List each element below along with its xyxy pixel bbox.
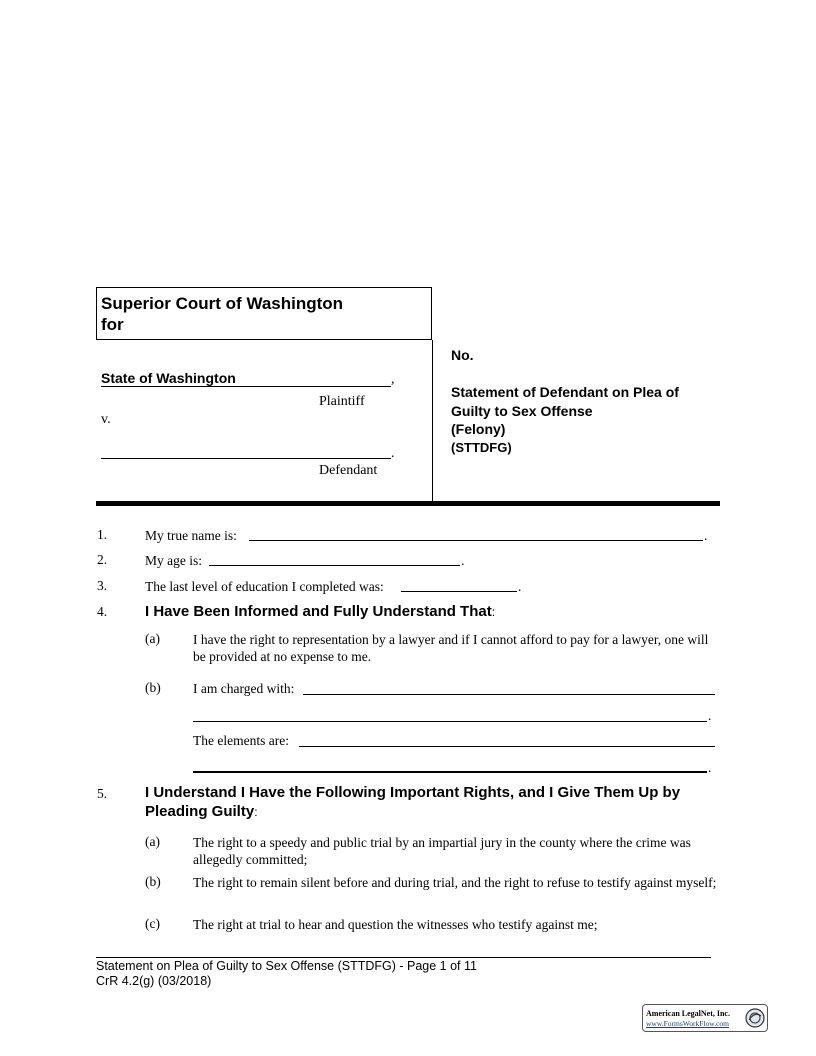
heading-colon: : (254, 805, 258, 819)
court-title (101, 293, 343, 335)
sub-item-label: (a) (145, 631, 160, 646)
true-name-label: My true name is: (145, 528, 237, 543)
charged-with-field-line2[interactable] (193, 708, 707, 722)
plaintiff-comma: , (391, 372, 395, 387)
sub-item-label: (b) (145, 680, 161, 695)
period: . (708, 760, 712, 775)
document-title-line1: Statement of Defendant on Plea of (451, 384, 679, 400)
case-number-label: No. (451, 347, 474, 363)
item-number: 1. (97, 527, 108, 542)
sub-item-label: (a) (145, 834, 160, 849)
heading-text: I Understand I Have the Following Important Rights, and I Give Them Up by Pleading Guilty (145, 784, 681, 820)
court-for-line: for (101, 315, 124, 334)
item-number: 5. (97, 786, 108, 801)
defendant-label: Defendant (319, 463, 378, 478)
elements-field[interactable] (299, 733, 715, 747)
item-number: 3. (97, 578, 108, 593)
footer-rule-citation: CrR 4.2(g) (03/2018) (96, 974, 212, 988)
age-label: My age is: (145, 553, 202, 568)
education-label: The last level of education I completed was: (145, 579, 384, 594)
right-speedy-trial-text: The right to a speedy and public trial by an impartial jury in the county where the crime was allegedly committed; (193, 835, 691, 867)
sub-item-label: (c) (145, 916, 160, 931)
caption-bottom-rule (96, 501, 720, 506)
document-title-line2: Guilty to Sex Offense (451, 403, 593, 419)
publisher-link[interactable]: www.FormsWorkFlow.com (646, 1019, 730, 1028)
defendant-period: . (391, 446, 395, 461)
item-number: 4. (97, 604, 108, 619)
right-to-lawyer-text: I have the right to representation by a lawyer and if I cannot afford to pay for a lawyer, one will be provided at no expense to me. (193, 632, 709, 664)
age-field[interactable] (209, 552, 460, 566)
document-subtitle: (Felony) (451, 421, 506, 437)
versus-label: v. (101, 412, 111, 427)
document-code: (STTDFG) (451, 440, 512, 455)
heading-colon: : (491, 605, 496, 619)
period: . (704, 528, 708, 543)
elements-label: The elements are: (193, 733, 289, 748)
plaintiff-name[interactable]: State of Washington (101, 370, 391, 387)
section-heading-informed (145, 602, 495, 622)
footer-title: Statement on Plea of Guilty to Sex Offense (STTDFG) - Page 1 of 11 (96, 959, 477, 973)
period: . (518, 579, 522, 594)
charged-with-field[interactable] (303, 681, 715, 695)
sub-item-label: (b) (145, 874, 161, 889)
globe-icon (745, 1008, 765, 1028)
court-title-line: Superior Court of Washington (101, 294, 344, 313)
right-remain-silent-text: The right to remain silent before and during trial, and the right to refuse to testify against myself; (193, 875, 717, 890)
true-name-field[interactable] (249, 527, 703, 541)
item-number: 2. (97, 552, 108, 567)
period: . (461, 553, 465, 568)
elements-field-line2[interactable] (193, 759, 707, 773)
period: . (708, 708, 712, 723)
education-field[interactable] (401, 578, 517, 592)
publisher-name: American LegalNet, Inc. (646, 1009, 730, 1018)
footer-rule (96, 957, 711, 958)
section-heading-rights (145, 783, 715, 822)
right-question-witnesses-text: The right at trial to hear and question the witnesses who testify against me; (193, 917, 598, 932)
heading-text: I Have Been Informed and Fully Understand That (145, 603, 492, 620)
document-title (451, 383, 721, 421)
charged-with-label: I am charged with: (193, 681, 295, 696)
defendant-name-field[interactable] (101, 458, 391, 459)
plaintiff-label: Plaintiff (319, 394, 365, 409)
caption-divider (432, 340, 433, 502)
